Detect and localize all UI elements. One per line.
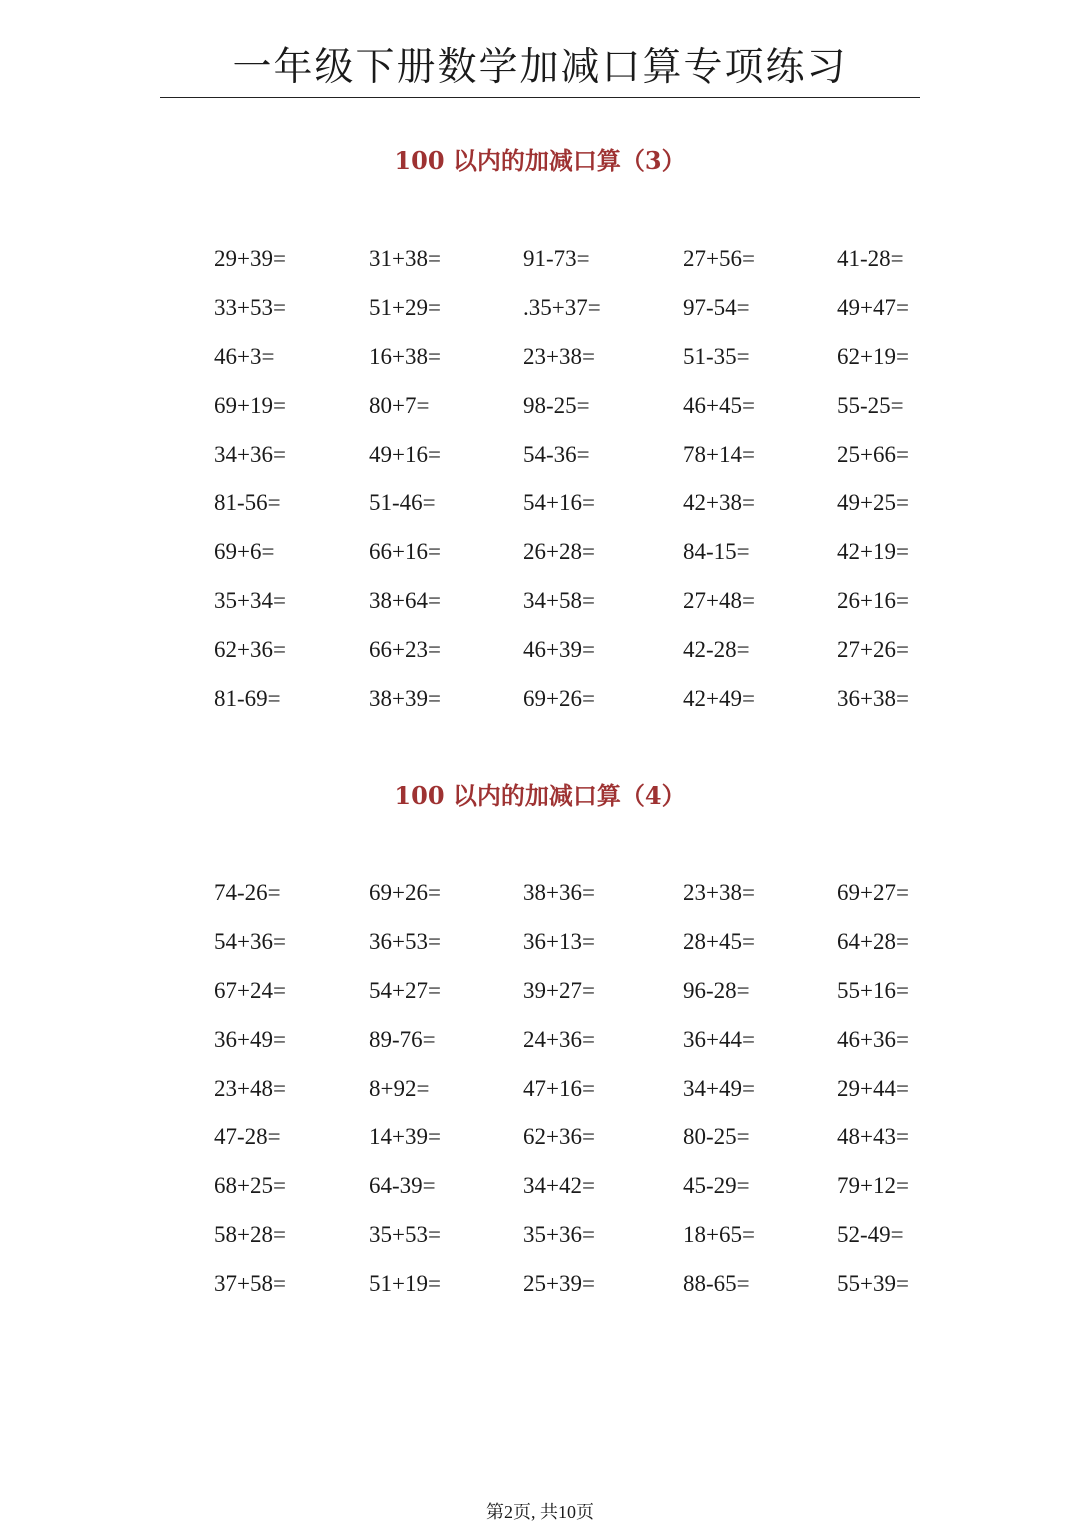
- problem-row: [214, 586, 974, 635]
- math-problem: 88-65=: [683, 1271, 750, 1297]
- problem-row: [214, 293, 974, 342]
- math-problem: 38+64=: [369, 588, 441, 614]
- math-problem: 54+27=: [369, 977, 441, 1003]
- math-problem: 51+29=: [369, 294, 441, 320]
- math-problem: 80+7=: [369, 392, 430, 418]
- math-problem: 62+36=: [523, 1124, 595, 1150]
- math-problem: 36+53=: [369, 928, 441, 954]
- math-problem: 62+19=: [837, 343, 909, 369]
- math-problem: 69+26=: [369, 880, 441, 905]
- math-problem: 89-76=: [369, 1026, 436, 1052]
- math-problem: 51-35=: [683, 343, 750, 369]
- math-problem: 49+25=: [837, 490, 909, 516]
- math-problem: 24+36=: [523, 1026, 595, 1052]
- math-problem: 58+28=: [214, 1222, 286, 1248]
- math-problem: 96-28=: [683, 977, 750, 1003]
- math-problem: 74-26=: [214, 880, 281, 905]
- math-problem: 68+25=: [214, 1173, 286, 1199]
- math-problem: 25+39=: [523, 1271, 595, 1297]
- math-problem: 55-25=: [837, 392, 904, 418]
- problem-row: [214, 1220, 974, 1269]
- math-problem: 47+16=: [523, 1075, 595, 1101]
- math-problem: 27+26=: [837, 637, 909, 663]
- problem-row: [214, 1025, 974, 1074]
- problem-row: [214, 1171, 974, 1220]
- math-problem: 39+27=: [523, 977, 595, 1003]
- math-problem: 29+44=: [837, 1075, 909, 1101]
- math-problem: 29+39=: [214, 246, 286, 271]
- math-problem: 69+6=: [214, 539, 275, 565]
- problem-row: [214, 1074, 974, 1123]
- problem-row: [214, 635, 974, 684]
- problem-row: [214, 342, 974, 391]
- problem-row: [214, 537, 974, 586]
- math-problem: .35+37=: [523, 294, 601, 320]
- math-problem: 54+36=: [214, 928, 286, 954]
- math-problem: 35+36=: [523, 1222, 595, 1248]
- math-problem: 36+44=: [683, 1026, 755, 1052]
- math-problem: 36+38=: [837, 686, 909, 712]
- math-problem: 79+12=: [837, 1173, 909, 1199]
- math-problem: 52-49=: [837, 1222, 904, 1248]
- math-problem: 8+92=: [369, 1075, 430, 1101]
- problem-row: [214, 878, 974, 927]
- math-problem: 26+16=: [837, 588, 909, 614]
- math-problem: 46+39=: [523, 637, 595, 663]
- page-title: 一年级下册数学加减口算专项练习: [232, 45, 848, 90]
- math-problem: 38+39=: [369, 686, 441, 712]
- math-problem: 34+42=: [523, 1173, 595, 1199]
- math-problem: 42+49=: [683, 686, 755, 712]
- math-problem: 34+36=: [214, 441, 286, 467]
- math-problem: 78+14=: [683, 441, 755, 467]
- math-problem: 33+53=: [214, 294, 286, 320]
- math-problem: 55+16=: [837, 977, 909, 1003]
- math-problem: 49+47=: [837, 294, 909, 320]
- math-problem: 37+58=: [214, 1271, 286, 1297]
- math-problem: 31+38=: [369, 246, 441, 271]
- math-problem: 54+16=: [523, 490, 595, 516]
- page-number: 第2页, 共10页: [486, 1502, 594, 1522]
- problem-row: [214, 391, 974, 440]
- math-problem: 69+26=: [523, 686, 595, 712]
- problem-row: [214, 684, 974, 733]
- problem-row: [214, 927, 974, 976]
- math-problem: 42+38=: [683, 490, 755, 516]
- math-problem: 98-25=: [523, 392, 590, 418]
- math-problem: 81-56=: [214, 490, 281, 516]
- math-problem: 46+36=: [837, 1026, 909, 1052]
- math-problem: 69+19=: [214, 392, 286, 418]
- math-problem: 66+16=: [369, 539, 441, 565]
- math-problem: 23+48=: [214, 1075, 286, 1101]
- problem-row: [214, 1122, 974, 1171]
- math-problem: 91-73=: [523, 246, 590, 271]
- problem-grid-3: [214, 244, 974, 733]
- math-problem: 51+19=: [369, 1271, 441, 1297]
- math-problem: 62+36=: [214, 637, 286, 663]
- math-problem: 42-28=: [683, 637, 750, 663]
- math-problem: 48+43=: [837, 1124, 909, 1150]
- problem-row: [214, 976, 974, 1025]
- section-title-3: 100 以内的加减口算（3）: [394, 146, 686, 175]
- problem-row: [214, 488, 974, 537]
- math-problem: 81-69=: [214, 686, 281, 712]
- math-problem: 84-15=: [683, 539, 750, 565]
- math-problem: 66+23=: [369, 637, 441, 663]
- math-problem: 47-28=: [214, 1124, 281, 1150]
- math-problem: 54-36=: [523, 441, 590, 467]
- math-problem: 45-29=: [683, 1173, 750, 1199]
- math-problem: 67+24=: [214, 977, 286, 1003]
- math-problem: 27+56=: [683, 246, 755, 271]
- section-title-4: 100 以内的加减口算（4）: [394, 781, 686, 810]
- math-problem: 64-39=: [369, 1173, 436, 1199]
- math-problem: 55+39=: [837, 1271, 909, 1297]
- math-problem: 46+3=: [214, 343, 275, 369]
- math-problem: 49+16=: [369, 441, 441, 467]
- problem-row: [214, 1269, 974, 1318]
- math-problem: 28+45=: [683, 928, 755, 954]
- math-problem: 42+19=: [837, 539, 909, 565]
- math-problem: 25+66=: [837, 441, 909, 467]
- math-problem: 51-46=: [369, 490, 436, 516]
- math-problem: 64+28=: [837, 928, 909, 954]
- math-problem: 36+49=: [214, 1026, 286, 1052]
- math-problem: 69+27=: [837, 880, 909, 905]
- math-problem: 80-25=: [683, 1124, 750, 1150]
- math-problem: 35+34=: [214, 588, 286, 614]
- math-problem: 23+38=: [523, 343, 595, 369]
- math-problem: 35+53=: [369, 1222, 441, 1248]
- math-problem: 46+45=: [683, 392, 755, 418]
- math-problem: 14+39=: [369, 1124, 441, 1150]
- math-problem: 16+38=: [369, 343, 441, 369]
- math-problem: 36+13=: [523, 928, 595, 954]
- problem-grid-4: [214, 878, 974, 1318]
- math-problem: 34+58=: [523, 588, 595, 614]
- math-problem: 38+36=: [523, 880, 595, 905]
- math-problem: 26+28=: [523, 539, 595, 565]
- header-divider: [160, 97, 920, 98]
- math-problem: 18+65=: [683, 1222, 755, 1248]
- problem-row: [214, 440, 974, 489]
- math-problem: 34+49=: [683, 1075, 755, 1101]
- problem-row: [214, 244, 974, 293]
- math-problem: 23+38=: [683, 880, 755, 905]
- math-problem: 41-28=: [837, 246, 904, 271]
- math-problem: 27+48=: [683, 588, 755, 614]
- math-problem: 97-54=: [683, 294, 750, 320]
